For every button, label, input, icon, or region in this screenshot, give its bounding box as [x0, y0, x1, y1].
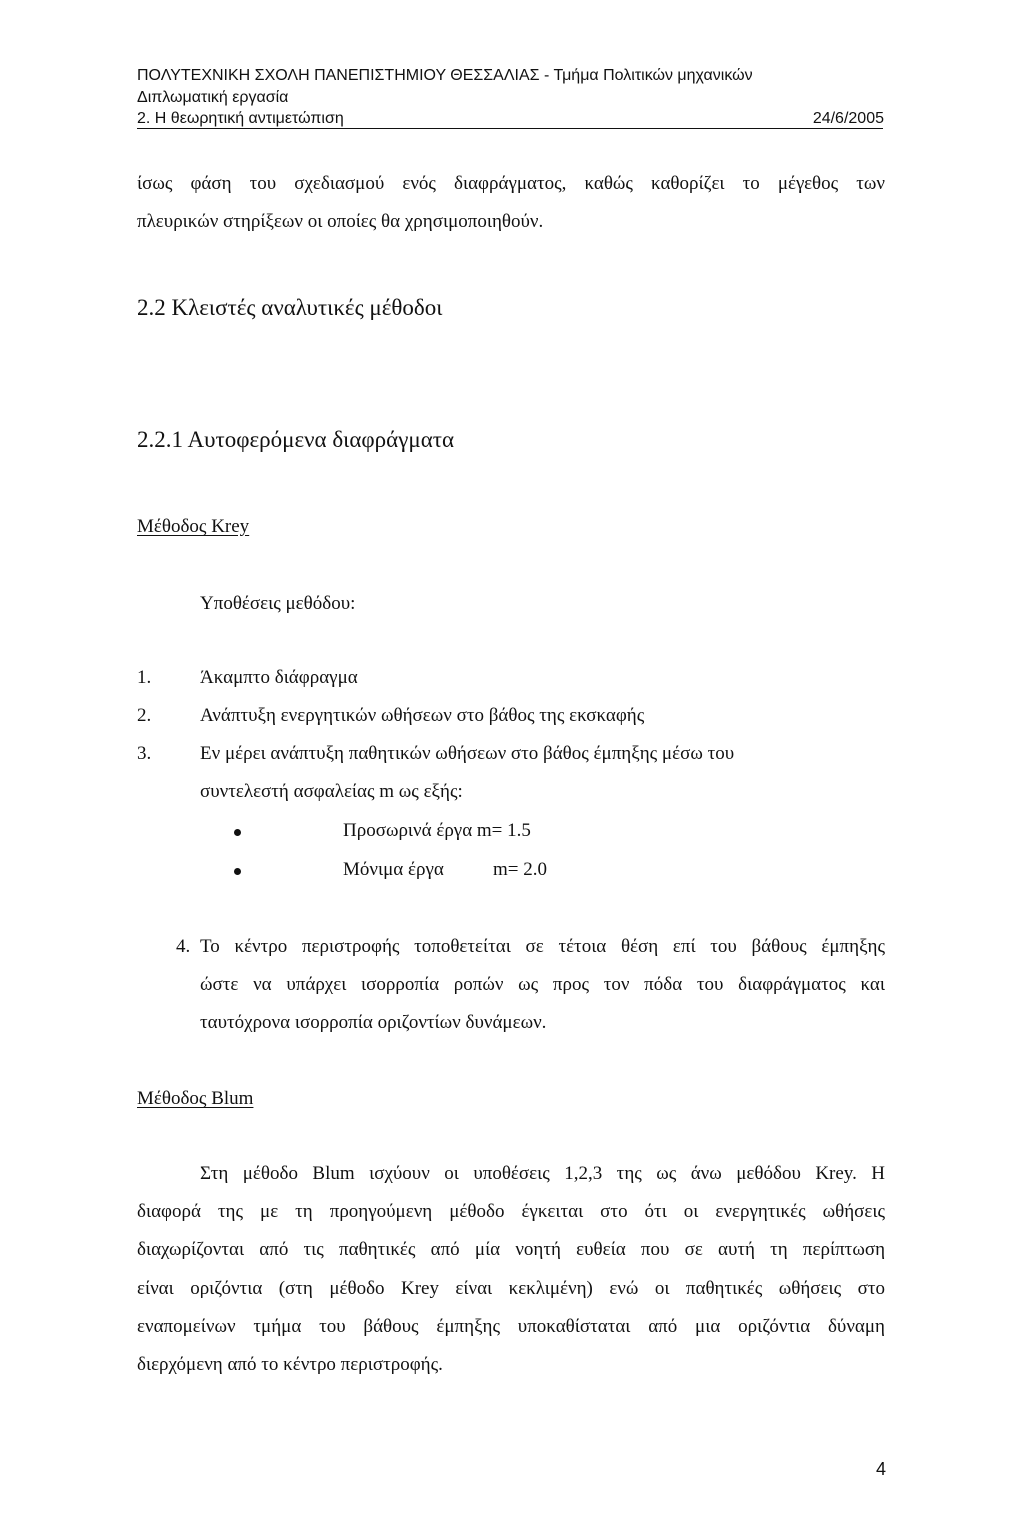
blum-heading: Μέθοδος Blum: [137, 1088, 254, 1109]
list-item-4-line-1: Το κέντρο περιστροφής τοποθετείται σε τέτοια θέση επί του βάθους έμπηξης: [200, 936, 885, 957]
blum-paragraph-line: είναι οριζόντια (στη μέθοδο Krey είναι κεκλιμένη) ενώ οι παθητικές ωθήσεις στο: [137, 1278, 885, 1299]
intro-line-2: πλευρικών στηρίξεων οι οποίες θα χρησιμοποιηθούν.: [137, 211, 544, 232]
list-item: Άκαμπτο διάφραγμα: [200, 667, 358, 688]
blum-paragraph-line: Στη μέθοδο Blum ισχύουν οι υποθέσεις 1,2,3 της ως άνω μεθόδου Krey. Η: [200, 1163, 885, 1184]
bullet-permanent-works-value: m= 2.0: [493, 859, 547, 880]
bullet-icon: [234, 868, 241, 875]
list-item-4-line-2: ώστε να υπάρχει ισορροπία ροπών ως προς τον πόδα του διαφράγματος και: [200, 974, 885, 995]
list-item-number: 2.: [137, 705, 152, 726]
list-item: Εν μέρει ανάπτυξη παθητικών ωθήσεων στο βάθος έμπηξης μέσω του: [200, 743, 735, 764]
header-rule: [137, 128, 883, 129]
assumptions-title: Υποθέσεις μεθόδου:: [200, 593, 356, 614]
list-item-continuation: συντελεστή ασφαλείας m ως εξής:: [200, 781, 463, 802]
blum-paragraph-line: διαφορά της με τη προηγούμενη μέθοδο έγκειται στο ότι οι ενεργητικές ωθήσεις: [137, 1201, 885, 1222]
header-institution: ΠΟΛΥΤΕΧΝΙΚΗ ΣΧΟΛΗ ΠΑΝΕΠΙΣΤΗΜΙΟΥ ΘΕΣΣΑΛΙΑΣ - Τμήμα Πολιτικών μηχανικών: [137, 67, 753, 84]
header-chapter: 2. Η θεωρητική αντιμετώπιση: [137, 110, 344, 127]
list-item-number: 1.: [137, 667, 152, 688]
blum-paragraph-last-line: διερχόμενη από το κέντρο περιστροφής.: [137, 1354, 443, 1375]
header-date: 24/6/2005: [812, 110, 884, 127]
section-title: 2.2 Κλειστές αναλυτικές μέθοδοι: [137, 295, 443, 320]
bullet-temporary-works: Προσωρινά έργα m= 1.5: [343, 820, 531, 841]
list-item: Ανάπτυξη ενεργητικών ωθήσεων στο βάθος της εκσκαφής: [200, 705, 645, 726]
list-item-number: 3.: [137, 743, 152, 764]
bullet-permanent-works: Μόνιμα έργα: [343, 859, 444, 880]
header-document-type: Διπλωματική εργασία: [137, 89, 289, 106]
blum-paragraph-line: διαχωρίζονται από τις παθητικές από μία νοητή ευθεία που σε αυτή τη περίπτωση: [137, 1239, 885, 1260]
subsection-title: 2.2.1 Αυτοφερόμενα διαφράγματα: [137, 427, 455, 452]
krey-heading: Μέθοδος Krey: [137, 516, 250, 537]
bullet-icon: [234, 829, 241, 836]
list-item-number: 4.: [176, 936, 191, 957]
blum-paragraph-line: εναπομείνων τμήμα του βάθους έμπηξης υποκαθίσταται από μια οριζόντια δύναμη: [137, 1316, 885, 1337]
page-number: 4: [875, 1459, 886, 1479]
list-item-4-line-3: ταυτόχρονα ισορροπία οριζοντίων δυνάμεων.: [200, 1012, 547, 1033]
intro-line-1: ίσως φάση του σχεδιασμού ενός διαφράγματος, καθώς καθορίζει το μέγεθος των: [137, 173, 885, 194]
